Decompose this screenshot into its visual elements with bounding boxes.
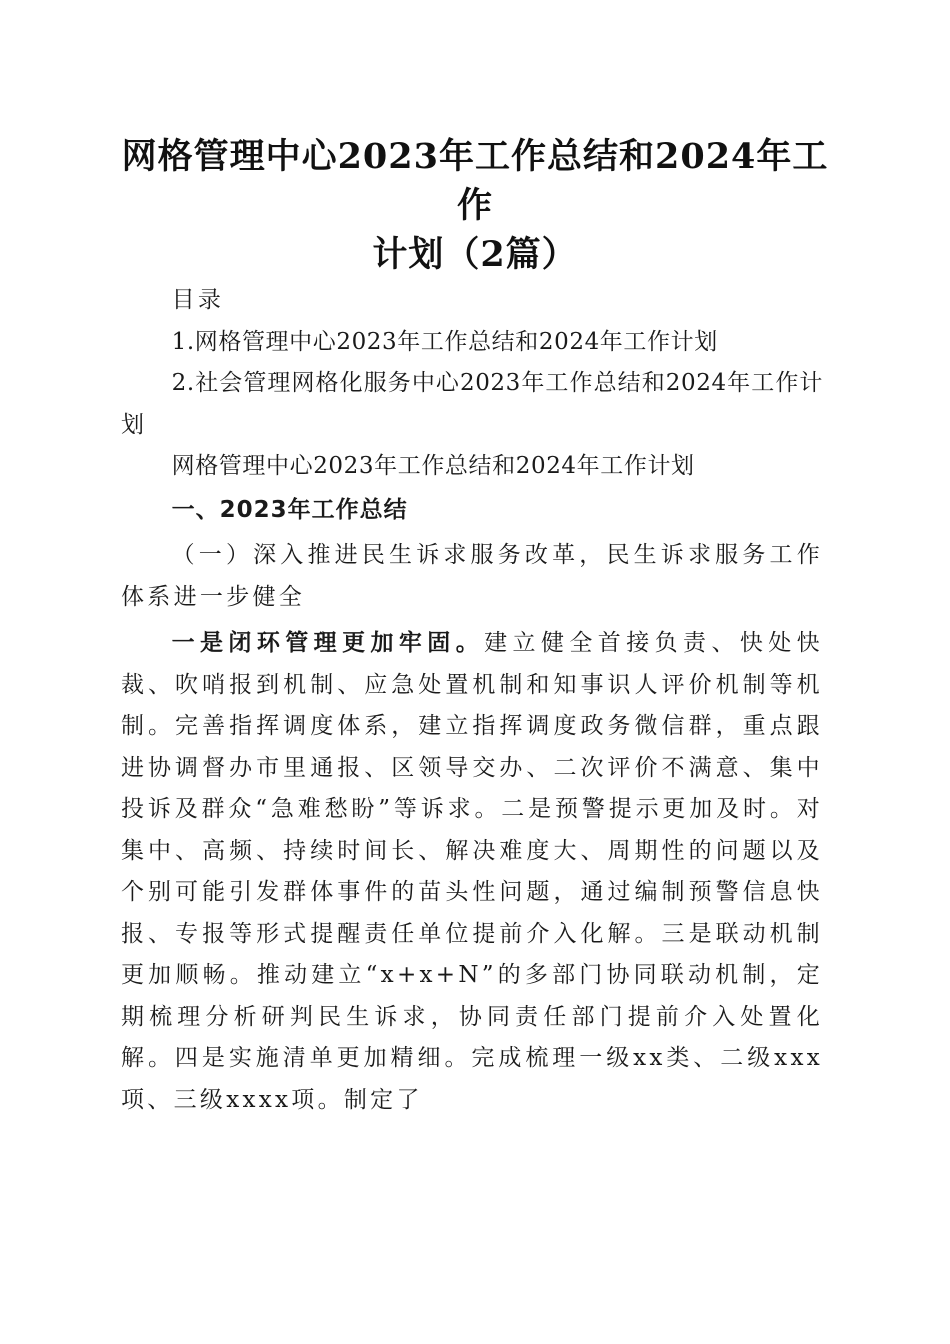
paragraph-lead: 一是闭环管理更加牢固。 (171, 629, 485, 656)
toc-label: 目录 (171, 287, 225, 313)
document-body (121, 280, 823, 1121)
section-heading: 一、2023年工作总结 (171, 496, 408, 523)
body-paragraph (121, 622, 823, 1121)
toc-item-1: 1.网格管理中心2023年工作总结和2024年工作计划 (171, 328, 718, 355)
document-title (110, 132, 840, 279)
paragraph-text: 建立健全首接负责、快处快裁、吹哨报到机制、应急处置机制和知事识人评价机制等机制。完善指挥调度体系，建立指挥调度政务微信群，重点跟进协调督办市里通报、区领导交办、二次评价不满意、集中投诉及群众“急难愁盼”等诉求。二是预警提示更加及时。对集中、高频、持续时间长、解决难度大、周期性的问题以及个别可能引发群体事件的苗头性问题，通过编制预警信息快报、专报等形式提醒责任单位提前介入化解。三是联动机制更加顺畅。推动建立“x+x+N”的多部门协同联动机制，定期梳理分析研判民生诉求，协同责任部门提前介入处置化解。四是实施清单更加精细。完成梳理一级xx类、二级xxx项、三级xxxx项。制定了 (121, 630, 823, 1113)
article-title: 网格管理中心2023年工作总结和2024年工作计划 (171, 453, 695, 479)
toc-item-2: 2.社会管理网格化服务中心2023年工作总结和2024年工作计划 (121, 370, 823, 438)
title-line-2: 计划（2篇） (372, 234, 578, 275)
subsection-heading: （一）深入推进民生诉求服务改革，民生诉求服务工作体系进一步健全 (121, 542, 823, 610)
title-line-1: 网格管理中心2023年工作总结和2024年工作 (121, 136, 829, 226)
